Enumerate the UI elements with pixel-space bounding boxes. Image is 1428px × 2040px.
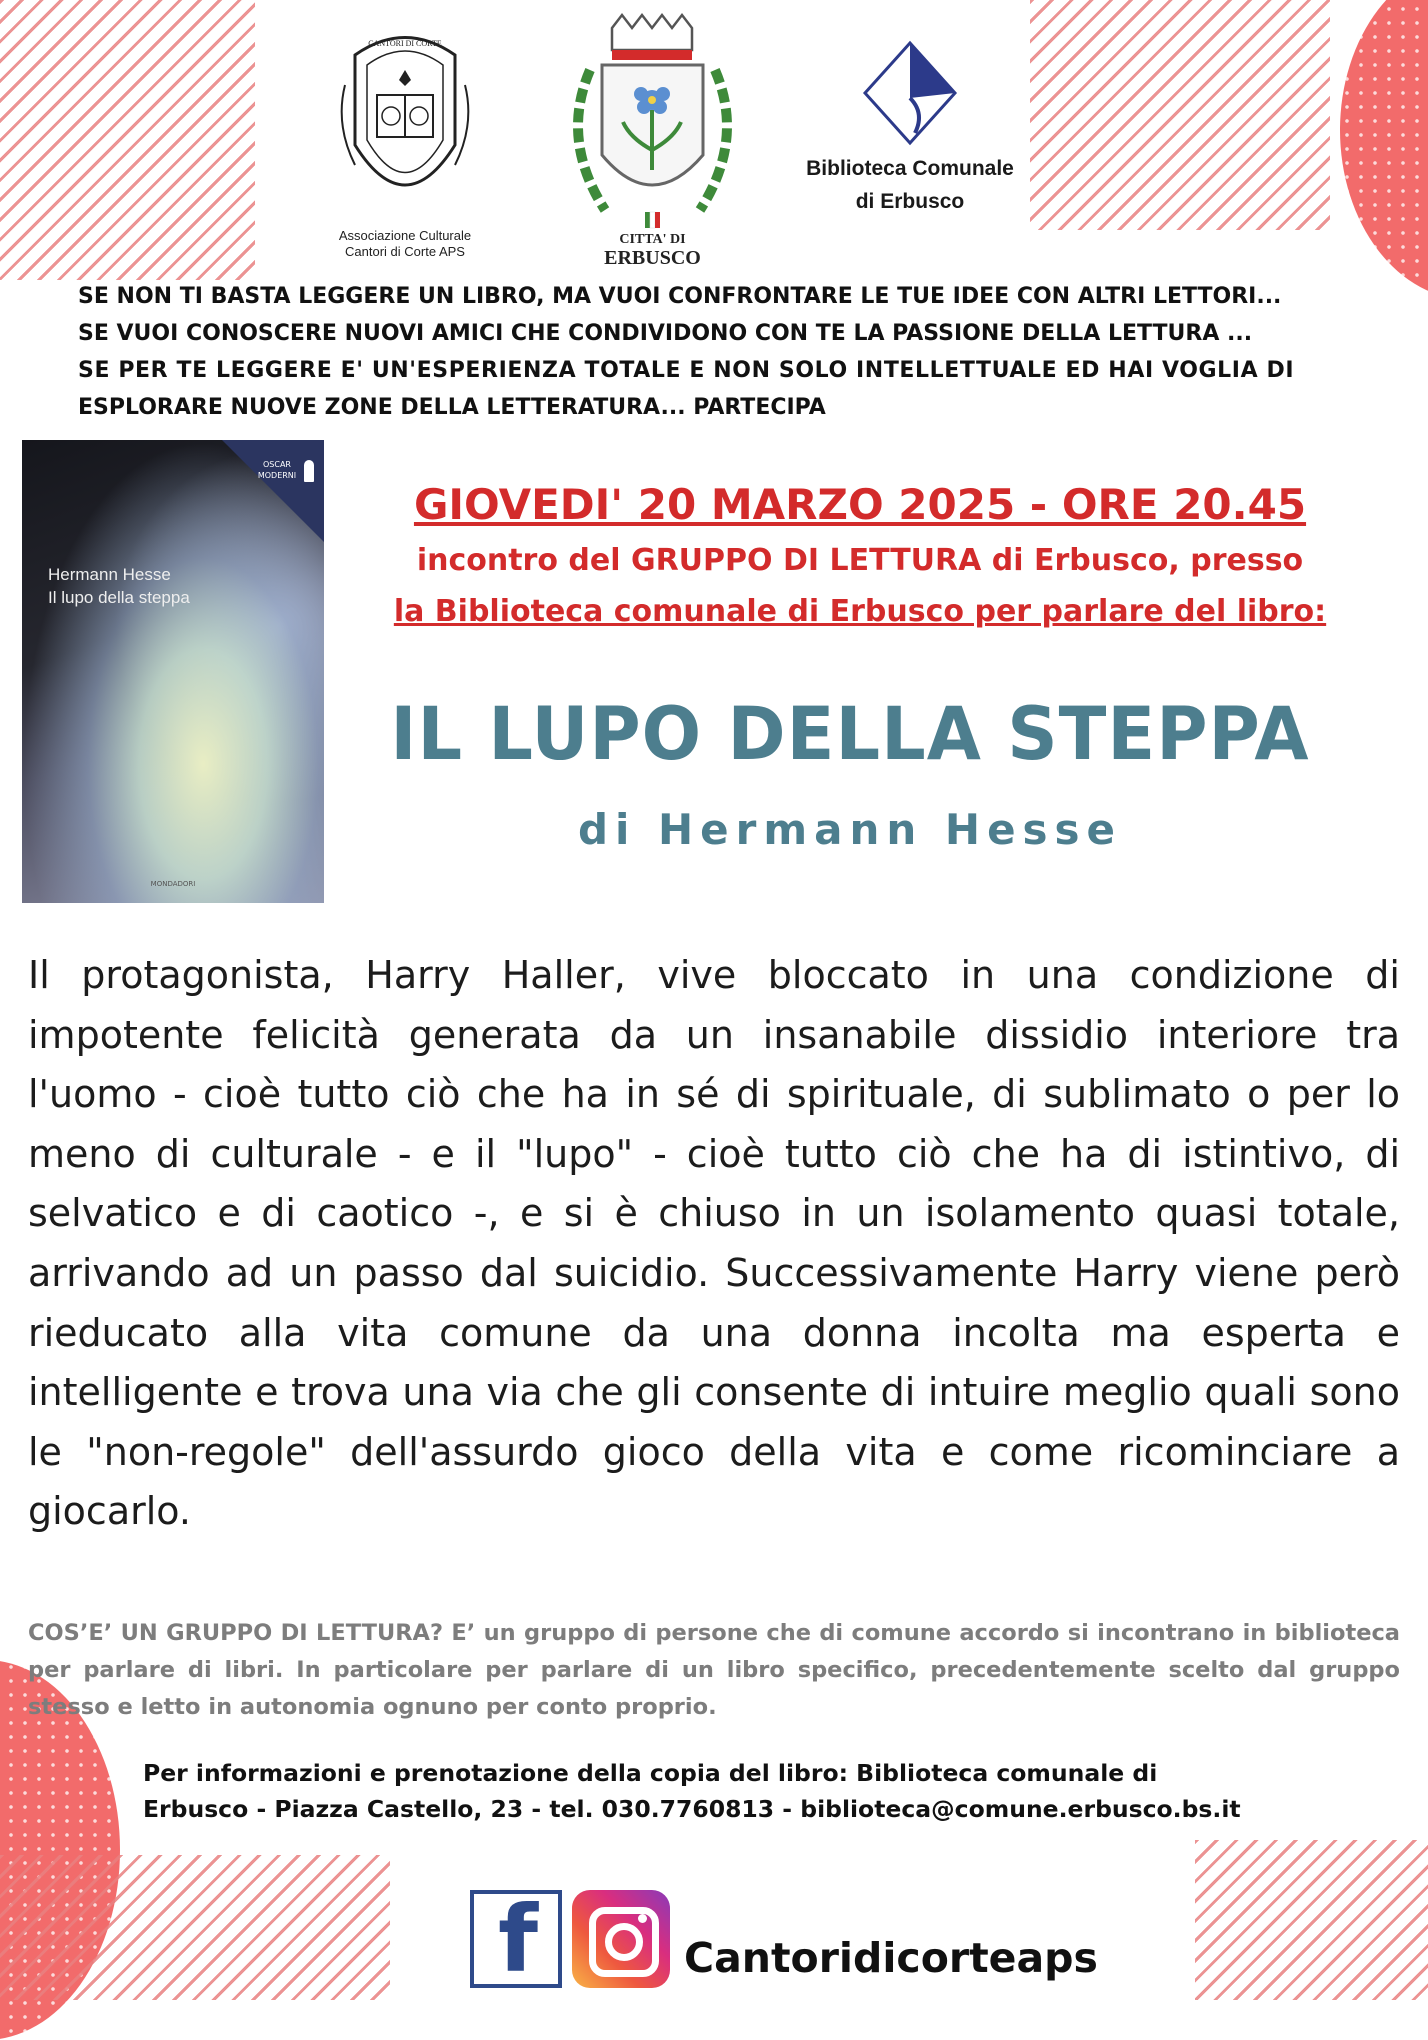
contact-info [143, 1755, 1383, 1827]
event-date: GIOVEDI' 20 MARZO 2025 - ORE 20.45 [413, 480, 1307, 529]
decor-stripes-bottom-left [0, 1855, 390, 2000]
instagram-icon[interactable] [572, 1890, 670, 1988]
decor-stripes-bottom-right [1195, 1840, 1428, 2000]
contact-line: Per informazioni e prenotazione della copia del libro: Biblioteca comunale di [143, 1759, 1158, 1787]
contact-line: Erbusco - Piazza Castello, 23 - tel. 030.7760813 - biblioteca@comune.erbusco.bs.it [143, 1795, 1241, 1823]
cover-corner [222, 440, 324, 542]
cantori-di-corte-logo [325, 25, 485, 259]
event-line-2: la Biblioteca comunale di Erbusco per parlare del libro: [393, 594, 1327, 629]
cantori-caption-2: Cantori di Corte APS [345, 244, 465, 259]
cover-author: Hermann Hesse [48, 565, 171, 584]
instagram-dot [638, 1914, 647, 1923]
intro-line: ESPLORARE NUOVE ZONE DELLA LETTERATURA... PARTECIPA [78, 395, 826, 420]
book-cover [22, 440, 324, 903]
decor-circle-top-right [1340, 0, 1428, 300]
instagram-lens [605, 1923, 643, 1961]
oscar-mark-icon [304, 460, 314, 482]
decor-stripes-top-right [1030, 0, 1330, 230]
book-synopsis: Il protagonista, Harry Haller, vive bloccato in una condizione di impotente felicità generata da un insanabile dissidio interiore tra l'uomo - cioè tutto ciò che ha in sé di spirituale, di sublimato o per lo meno di culturale - e il "lupo" - cioè tutto ciò che ha di istintivo, di selvatico e di caotico -, e si è chiuso in un isolamento quasi totale, arrivando ad un passo dal suicidio. Successivamente Harry viene però rieducato alla vita comune da una donna incolta ma esperta e intelligente e trova una via che gli consente di intuire meglio quali sono le "non-regole" dell'assurdo gioco della vita e come ricominciare a giocarlo. [28, 953, 1400, 1534]
facebook-f: f [498, 1886, 539, 1993]
citta-di-erbusco-crest [545, 10, 760, 268]
citta-caption-2: ERBUSCO [604, 247, 701, 269]
facebook-icon[interactable] [470, 1886, 562, 1993]
cantori-banner: CANTORI DI CORTE [368, 39, 442, 48]
biblioteca-name-2: di Erbusco [855, 190, 965, 213]
intro-line: SE VUOI CONOSCERE NUOVI AMICI CHE CONDIVIDONO CON TE LA PASSIONE DELLA LETTURA ... [78, 321, 1253, 346]
cover-title: Il lupo della steppa [48, 588, 190, 607]
biblioteca-name-1: Biblioteca Comunale [806, 157, 1014, 180]
book-author: di Hermann Hesse [577, 805, 1123, 854]
cantori-caption-1: Associazione Culturale [338, 228, 472, 243]
event-line-1: incontro del GRUPPO DI LETTURA di Erbusco, presso [416, 543, 1304, 578]
cover-series-1: OSCAR [263, 460, 291, 469]
intro-text [78, 278, 1418, 426]
decor-stripes-top-left [0, 0, 255, 280]
social-handle[interactable]: Cantoridicorteaps [684, 1934, 1098, 1982]
cover-publisher: MONDADORI [150, 880, 196, 888]
biblioteca-logo [855, 38, 965, 148]
intro-line: SE PER TE LEGGERE E' UN'ESPERIENZA TOTALE E NON SOLO INTELLETTUALE ED HAI VOGLIA DI [78, 358, 1295, 383]
citta-caption-1: CITTA' DI [619, 232, 686, 247]
intro-line: SE NON TI BASTA LEGGERE UN LIBRO, MA VUOI CONFRONTARE LE TUE IDEE CON ALTRI LETTORI... [78, 284, 1282, 309]
cover-series-2: MODERNI [257, 471, 297, 480]
reading-group-definition: COS’E’ UN GRUPPO DI LETTURA? E’ un gruppo di persone che di comune accordo si incontrano in biblioteca per parlare di libri. In particolare per parlare di un libro specifico, precedentemente scelto dal gruppo stesso e letto in autonomia ognuno per conto proprio. [28, 1620, 1400, 1720]
book-title: IL LUPO DELLA STEPPA [390, 690, 1310, 778]
